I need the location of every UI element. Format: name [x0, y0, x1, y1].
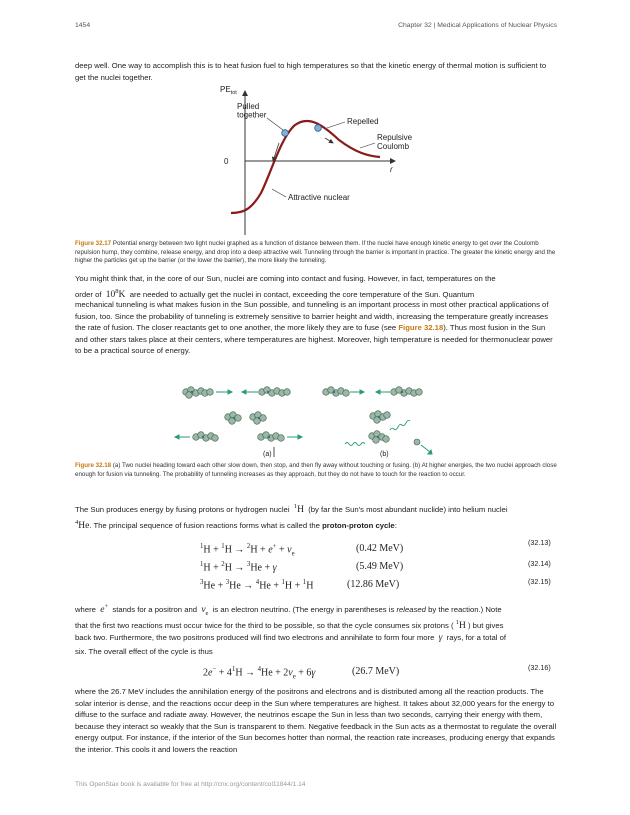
neutrino-symbol: $v_e$ — [201, 605, 209, 618]
proton-symbol: $^1$H — [455, 619, 466, 632]
equation-32-16-energy: (26.7 MeV) — [352, 666, 400, 677]
equation-32-13-energy: (0.42 MeV) — [356, 543, 404, 554]
paragraph-tunneling-rest: mechanical tunneling is what makes fusion in the Sun possible, and tunneling is an important process in most other practical applications of fusion, too. Since the probability of tunneling is extremely sensitive to barrier height and width, increasing the temperature greatly increases the rate of fusion. The closer reactants get to one another, the more likely they are to fuse (see Figure 32.18). Thus most fusion in the Sun and other stars takes place at their centers, where temperatures are highest. Moreover, high temperature is needed for thermonuclear power to be a practical source of energy. — [75, 300, 553, 356]
paragraph-where-line4: six. The overall effect of the cycle is thus — [75, 647, 213, 656]
equation-32-15-number: (32.15) — [528, 577, 551, 586]
equation-32-14: $^1$H + $^2$H → $^3$He + γ — [200, 561, 277, 574]
paragraph-sun-line2: $^4$He. The principal sequence of fusion reactions forms what is called the proton-proton cycle: — [75, 519, 397, 532]
paragraph-tunneling-line1: You might think that, in the core of our Sun, nuclei are coming into contact and fusing. However, in fact, temperatures on the — [75, 274, 496, 283]
caption-text: Potential energy between two light nuclei graphed as a function of distance between them. If the nuclei have enough kinetic energy to get over the Coulomb repulsion hump, they combine, release energy, and drop into a deep attractive well. Tunneling through the barrier is important in practice. The greater the kinetic energy and the higher the particles get up the barrier (or the lower the barrier), the more likely the tunneling. — [75, 240, 556, 265]
equation-32-16-number: (32.16) — [528, 663, 551, 672]
label-pulled-together: Pulled together — [237, 102, 267, 120]
nucleus-repelled — [315, 125, 322, 132]
paragraph-where-line1: where e+ stands for a positron and $v_e$ is an electron neutrino. (The energy in parentheses is released by the reaction.) Note — [75, 603, 502, 618]
page-number: 1454 — [75, 22, 91, 29]
paragraph-solar-interior: where the 26.7 MeV includes the annihilation energy of the positrons and electrons and is distributed among all the reaction products. The solar interior is dense, and the reactions occur deep in the Sun where temperatures are highest. It takes about 32,000 years for the energy to diffuse to the surface and radiate away. However, the neutrinos escape the Sun in less than two seconds, carrying their energy with them, because they interact so weakly that the Sun is transparent to them. Negative feedback in the Sun acts as a thermostat to regulate the overall energy output. For instance, if the interior of the Sun becomes hotter than normal, the reaction rate increases, producing energy that expands the interior. This cools it and lowers the reaction — [75, 687, 557, 754]
paragraph-where-line3: back two. Furthermore, the two positrons produced will find two electrons and annihilate to form four more γ rays, for a total of — [75, 633, 507, 643]
leader-repulsive — [360, 143, 375, 148]
paragraph-where-line2: that the first two reactions must occur twice for the third to be possible, so that the cycle consumes six protons ( $^1$H ) but gives — [75, 619, 504, 632]
nucleus-pulled — [282, 130, 289, 137]
leader-repelled — [327, 122, 345, 128]
label-a: (a) — [263, 451, 272, 458]
proton-proton-cycle-term: proton-proton cycle — [322, 521, 395, 531]
figure-label: Figure 32.18 — [75, 462, 112, 469]
positron-symbol: e+ — [100, 603, 109, 616]
label-attractive-nuclear: Attractive nuclear — [288, 193, 350, 202]
potential-energy-graph — [215, 85, 415, 240]
equation-32-13: $^1H + ^1H \to ^2H + e^+ + v_e$ — [200, 543, 295, 558]
figure-32-18-caption — [75, 462, 557, 479]
y-axis-label: $PE_{tot}$ — [220, 85, 237, 96]
zero-label: 0 — [224, 157, 229, 166]
paragraph-sun-line1: The Sun produces energy by fusing protons or hydrogen nuclei $^1$H (by far the Sun's most abundant nuclide) into helium nuclei — [75, 503, 508, 516]
equation-32-15-energy: (12.86 MeV) — [347, 579, 400, 590]
label-b: (b) — [380, 451, 389, 458]
equation-32-16: $2e^- + 4^1H \to ^4He + 2v_e + 6\gamma$ — [203, 666, 316, 681]
temperature-expression: $10^8K$ — [105, 288, 126, 301]
label-repulsive-coulomb: Repulsive Coulomb — [377, 133, 413, 151]
x-axis-label: r — [390, 165, 393, 174]
figure-label: Figure 32.17 — [75, 240, 112, 247]
hydrogen-symbol: $^1$H — [293, 503, 304, 516]
equation-32-13-number: (32.13) — [528, 538, 551, 547]
equation-32-15: $^3$He + $^3$He → $^4$He + $^1$H + $^1$H — [200, 579, 314, 592]
figure-32-18-link[interactable]: Figure 32.18 — [398, 323, 444, 333]
leader-pulled — [267, 118, 283, 130]
equation-32-14-energy: (5.49 MeV) — [356, 561, 404, 572]
figure-32-17-caption — [75, 240, 557, 266]
repelled-arrow — [325, 138, 333, 143]
caption-text: (a) Two nuclei heading toward each other slow down, then stop, and then fly away without touching or fusing. (b) At higher energies, the two nuclei approach close enough for fusion via tunneling. The probability of tunneling increases as they approach, but they do not have to touch for the reaction to occur. — [75, 462, 557, 478]
label-repelled: Repelled — [347, 117, 379, 126]
paragraph-intro: deep well. One way to accomplish this is to heat fusion fuel to high temperatures so that the kinetic energy of thermal motion is sufficient to get the nuclei together. — [75, 61, 547, 82]
leader-attractive — [272, 189, 286, 197]
running-header: Chapter 32 | Medical Applications of Nuclear Physics — [398, 22, 557, 29]
helium-symbol: $^4$He — [75, 519, 90, 532]
fusion-tunneling-figure — [170, 380, 470, 460]
footer-availability: This OpenStax book is available for free at http://cnx.org/content/col11844/1.14 — [75, 781, 306, 788]
equation-32-14-number: (32.14) — [528, 559, 551, 568]
paragraph-tunneling-line2: order of $10^8K$ are needed to actually get the nuclei in contact, exceeding the core temperature of the Sun. Quantum — [75, 288, 475, 301]
gamma-symbol: γ — [438, 633, 443, 643]
